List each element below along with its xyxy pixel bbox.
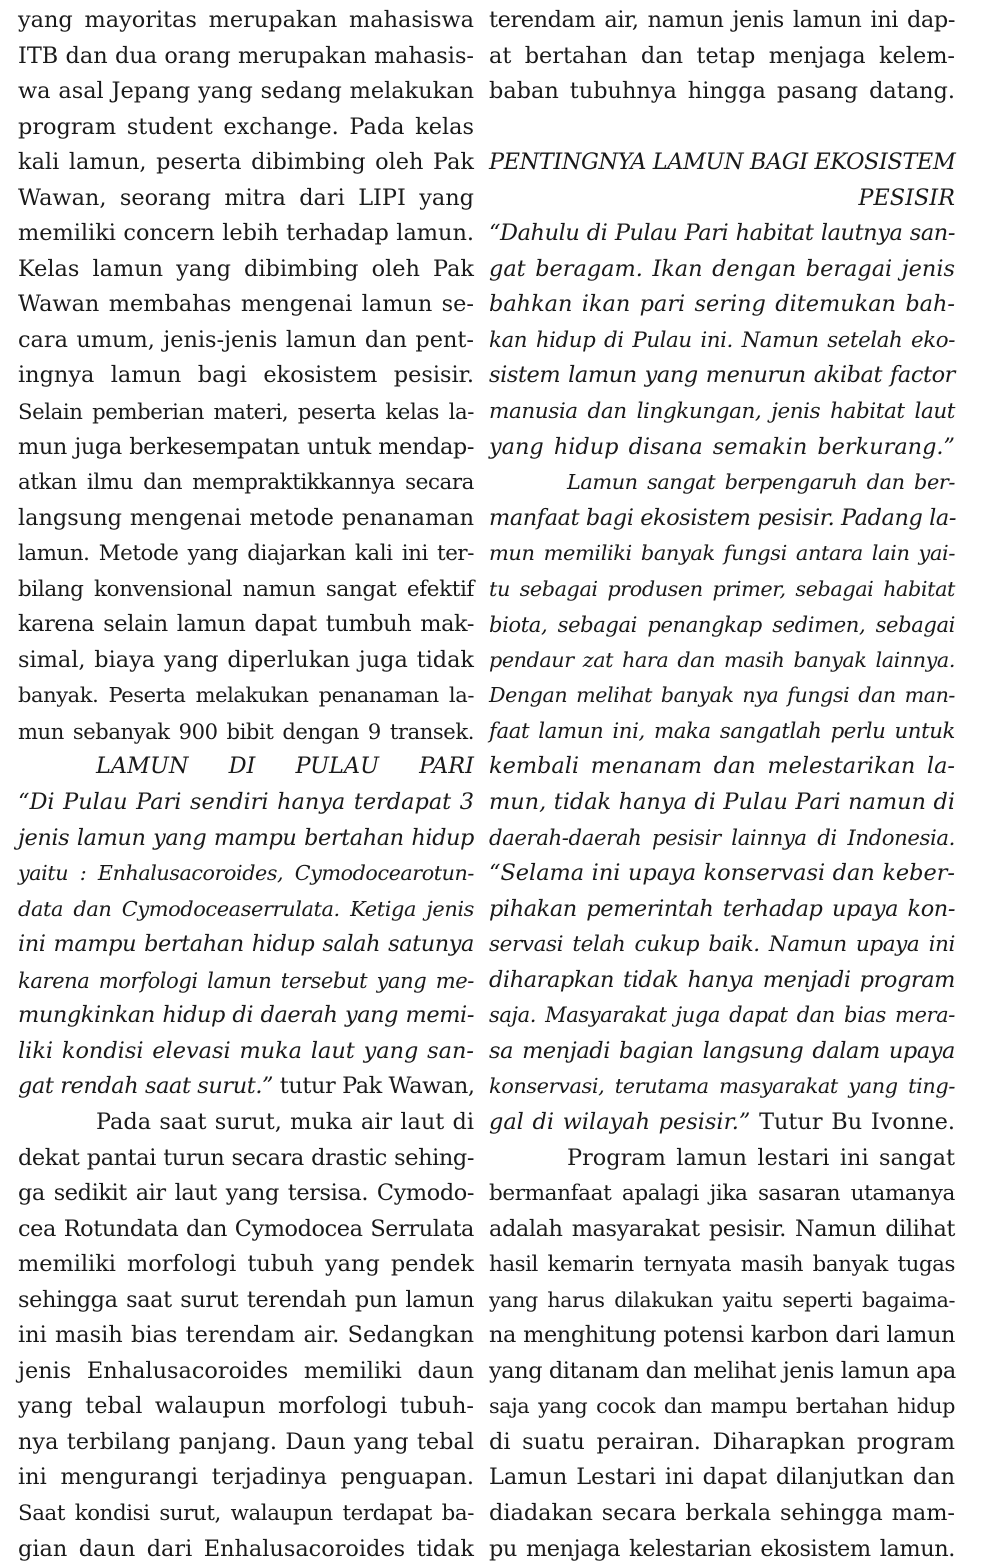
text-line: ini mampu bertahan hidup salah satunya [18,931,474,958]
text-line: adalah masyarakat pesisir. Namun dilihat [489,1215,955,1242]
text-line: pendaur zat hara dan masih banyak lainnya. [489,647,955,672]
left-column [18,3,474,1567]
text-line: tu sebagai produsen primer, sebagai habitat [489,576,955,601]
text-line: Saat kondisi surut, walaupun terdapat ba- [18,1500,474,1526]
text-line: dekat pantai turun secara drastic sehing- [18,1144,474,1171]
text-line: faat lamun ini, maka sangatlah perlu untuk [489,718,955,744]
text-line: saja. Masyarakat juga dapat dan bias mera- [489,1003,955,1028]
text-line: langsung mengenai metode penanaman [18,504,474,531]
text-line: ga sedikit air laut yang tersisa. Cymodo- [18,1180,474,1207]
text-line: memiliki concern lebih terhadap lamun. [18,220,474,247]
text-line: Dengan melihat banyak nya fungsi dan man- [489,683,955,708]
text-line: karena selain lamun dapat tumbuh mak- [18,611,474,638]
text-line: mun, tidak hanya di Pulau Pari namun di [489,789,955,816]
text-line: mungkinkan hidup di daerah yang memi- [18,1002,474,1029]
quote-end-segment: gat rendah saat surut.” [18,1073,274,1100]
section-heading: PESISIR [858,184,955,211]
attribution-segment: tutur Pak Wawan, [273,1073,475,1100]
text-line: Pada saat surut, muka air laut di [96,1108,474,1135]
text-line: terendam air, namun jenis lamun ini dap- [489,7,955,33]
text-line: memiliki morfologi tubuh yang pendek [18,1251,474,1278]
text-line: gian daun dari Enhalusacoroides tidak [18,1535,474,1562]
text-line: daerah-daerah pesisir lainnya di Indonesia. [489,825,955,851]
text-line: ini masih bias terendam air. Sedangkan [18,1322,474,1349]
text-line: bahkan ikan pari sering ditemukan bah- [489,291,955,318]
text-line: ini mengurangi terjadinya penguapan. [18,1464,474,1491]
text-line: pihakan pemerintah terhadap upaya kon- [489,895,955,922]
text-line: Program lamun lestari ini sangat [567,1144,955,1171]
right-column [489,3,955,1567]
text-line: saja yang cocok dan mampu bertahan hidup [489,1394,955,1419]
text-line: mun memiliki banyak fungsi antara lain yai- [489,541,955,566]
text-line: bermanfaat apalagi jika sasaran utamanya [489,1181,955,1207]
text-line: kali lamun, peserta dibimbing oleh Pak [18,149,474,176]
text-line: wa asal Jepang yang sedang melakukan [18,78,474,105]
text-line: yang hidup disana semakin berkurang.” [489,433,955,460]
text-line: Selain pemberian materi, peserta kelas la- [18,399,474,425]
text-line: servasi telah cukup baik. Namun upaya ini [489,932,955,958]
text-line: lamun. Metode yang diajarkan kali ini ter- [18,541,474,567]
text-line: program student exchange. Pada kelas [18,113,474,140]
text-line: manusia dan lingkungan, jenis habitat laut [489,399,955,425]
text-line: banyak. Peserta melakukan penanaman la- [18,683,474,708]
text-line: karena morfologi lamun tersebut yang me- [18,967,474,993]
section-heading: PENTINGNYA LAMUN BAGI EKOSISTEM [489,149,956,176]
text-line: yang harus dilakukan yaitu seperti bagaima- [489,1287,955,1312]
attribution-segment: Tutur Bu Ivonne. [750,1108,955,1135]
section-heading: LAMUN DI PULAU PARI [96,753,474,780]
text-line: data dan Cymodoceaserrulata. Ketiga jenis [18,896,474,921]
text-line: diadakan secara berkala sehingga mam- [489,1499,955,1526]
text-line: sistem lamun yang menurun akibat factor [489,362,955,389]
text-line: pu menjaga kelestarian ekosistem lamun. [489,1535,955,1562]
text-line: cara umum, jenis-jenis lamun dan pent- [18,326,474,353]
text-line [18,1069,474,1105]
text-line: gat beragam. Ikan dengan beragai jenis [489,255,955,282]
text-line: “Dahulu di Pulau Pari habitat lautnya san- [489,220,955,247]
text-line: cea Rotundata dan Cymodocea Serrulata [18,1215,474,1242]
paragraph-gap [489,110,955,146]
text-line: diharapkan tidak hanya menjadi program [489,966,955,993]
text-line: jenis lamun yang mampu bertahan hidup [18,824,474,851]
text-line: Wawan membahas mengenai lamun se- [18,291,474,318]
quote-end-segment: gal di wilayah pesisir.” [489,1108,751,1135]
text-line: simal, biaya yang diperlukan juga tidak [18,646,474,673]
text-line: Lamun sangat berpengaruh dan ber- [567,470,955,495]
text-line: liki kondisi elevasi muka laut yang san- [18,1037,474,1064]
text-line: yang tebal walaupun morfologi tubuh- [18,1393,474,1420]
text-line [489,1105,955,1141]
text-line: baban tubuhnya hingga pasang datang. [489,78,955,105]
text-line: bilang konvensional namun sangat efektif [18,576,474,602]
text-line: yaitu : Enhalusacoroides, Cymodocearotun- [18,861,474,886]
text-line: di suatu perairan. Diharapkan program [489,1428,955,1455]
text-line: sa menjadi bagian langsung dalam upaya [489,1037,955,1064]
text-line: mun sebanyak 900 bibit dengan 9 transek. [18,718,474,744]
text-line: Wawan, seorang mitra dari LIPI yang [18,184,474,211]
text-line: Kelas lamun yang dibimbing oleh Pak [18,255,474,282]
text-line: “Selama ini upaya konservasi dan keber- [489,860,955,887]
text-line: nya terbilang panjang. Daun yang tebal [18,1428,474,1455]
text-line: yang ditanam dan melihat jenis lamun apa [489,1357,956,1384]
text-line: ITB dan dua orang merupakan mahasis- [18,42,474,69]
text-line: konservasi, terutama masyarakat yang ting- [489,1074,955,1099]
text-line: manfaat bagi ekosistem pesisir. Padang la- [489,504,957,531]
text-line: hasil kemarin ternyata masih banyak tugas [489,1252,955,1278]
text-line: Lamun Lestari ini dapat dilanjutkan dan [489,1464,955,1491]
text-line: “Di Pulau Pari sendiri hanya terdapat 3 [18,789,474,816]
text-line: mun juga berkesempatan untuk mendap- [18,433,474,460]
text-line: at bertahan dan tetap menjaga kelem- [489,42,955,69]
text-line: kembali menanam dan melestarikan la- [489,753,955,780]
text-line: yang mayoritas merupakan mahasiswa [18,7,474,33]
text-line: biota, sebagai penangkap sedimen, sebagai [489,612,955,638]
text-line: jenis Enhalusacoroides memiliki daun [18,1357,474,1384]
text-line: kan hidup di Pulau ini. Namun setelah eko- [489,327,955,353]
text-line: sehingga saat surut terendah pun lamun [18,1286,474,1313]
text-line: atkan ilmu dan mempraktikkannya secara [18,470,474,496]
text-line: na menghitung potensi karbon dari lamun [489,1322,955,1349]
text-line: ingnya lamun bagi ekosistem pesisir. [18,362,474,389]
